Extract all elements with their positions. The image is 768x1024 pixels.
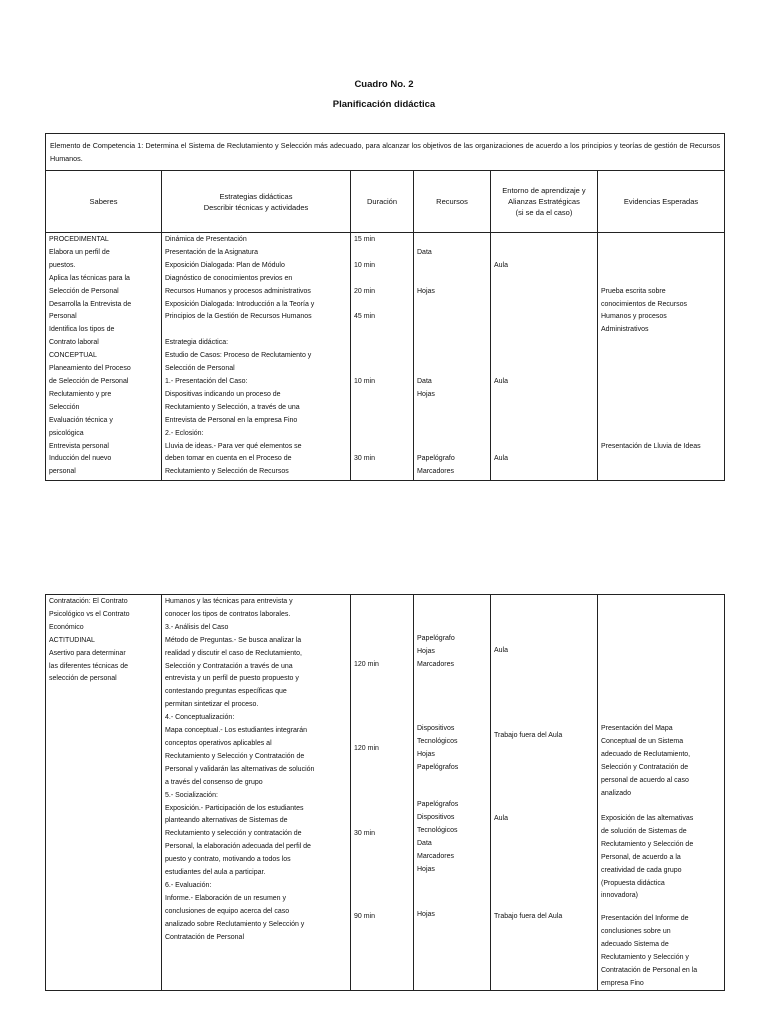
saberes-line: personal (49, 468, 76, 476)
duracion-line: 45 min (354, 313, 376, 321)
header-duracion: Duración (351, 171, 414, 233)
page-title: Cuadro No. 2 (354, 79, 414, 90)
duracion-line: 90 min (354, 913, 376, 920)
estrategia-line: Selección de Personal (165, 365, 235, 373)
estrategia-line: Reclutamiento y Selección y Contratación de (165, 752, 305, 760)
recurso-line: Papelógrafos (417, 801, 459, 808)
saberes-line: de Selección de Personal (49, 377, 129, 385)
estrategia-line: analizado sobre Reclutamiento y Selección y (165, 920, 305, 928)
estrategias-cell (162, 595, 351, 991)
entorno-line (494, 363, 594, 376)
saberes-line: Reclutamiento y pre (49, 390, 112, 398)
estrategia-line: conocer los tipos de contratos laborales. (165, 610, 291, 618)
evidencia-line: Reclutamiento y Selección de (601, 840, 694, 848)
estrategia-line: Reclutamiento y Selección de Recursos (165, 468, 289, 476)
recurso-line: Dispositivos (417, 725, 455, 732)
estrategia-line: realidad y discutir el caso de Reclutamiento, (165, 649, 302, 657)
entorno-line: Aula (494, 261, 509, 269)
evidencia-line (601, 415, 721, 428)
duracion-line (354, 363, 410, 376)
evidencias-cell (598, 595, 725, 991)
estrategia-line: planteando alternativas de Sistemas de (165, 817, 288, 825)
competencia-cell: Elemento de Competencia 1: Determina el Sistema de Reclutamiento y Selección más adecuado, para alcanzar los objetivos de las organizaciones de acuerdo a los principios y teorías de gestión de Recursos Humanos. (46, 134, 725, 171)
evidencia-line (601, 376, 721, 389)
evidencia-line: creatividad de cada grupo (601, 866, 682, 874)
saberes-line: Identifica los tipos de (49, 326, 115, 334)
planning-table-2 (45, 594, 725, 991)
estrategia-line: 5.- Socialización: (165, 791, 218, 799)
entorno-line (494, 428, 594, 441)
duracion-line: 10 min (354, 261, 376, 269)
recurso-line (417, 402, 487, 415)
evidencia-line: personal de acuerdo al caso (601, 776, 689, 784)
evidencia-line (601, 363, 721, 376)
recurso-line: Hojas (417, 390, 435, 398)
estrategia-line: Exposición Dialogada: Plan de Módulo (165, 261, 285, 269)
recurso-line: Data (417, 248, 432, 256)
duracion-line (354, 324, 410, 337)
duracion-line: 30 min (354, 455, 376, 463)
recurso-line: Hojas (417, 911, 435, 918)
estrategia-line: a través del consenso de grupo (165, 778, 263, 786)
evidencia-line (601, 428, 721, 441)
entorno-line (494, 234, 594, 247)
estrategia-line: contestando preguntas específicas que (165, 688, 287, 696)
evidencia-line: empresa Fino (601, 979, 644, 987)
evidencia-line: de solución de Sistemas de (601, 827, 687, 835)
estrategia-line: Informe.- Elaboración de un resumen y (165, 894, 287, 902)
estrategia-line: conclusiones de equipo acerca del caso (165, 907, 290, 915)
estrategia-line: 4.- Conceptualización: (165, 714, 235, 722)
saberes-line: Inducción del nuevo (49, 455, 112, 463)
saberes-line: psicológica (49, 429, 84, 437)
header-recursos: Recursos (414, 171, 491, 233)
recurso-line: Marcadores (417, 852, 454, 860)
estrategia-line: Principios de la Gestión de Recursos Humanos (165, 313, 312, 321)
recurso-line: Hojas (417, 865, 435, 873)
saberes-line: Elabora un perfil de (49, 248, 110, 256)
duracion-line (354, 299, 410, 312)
recurso-line (417, 260, 487, 273)
evidencia-line (601, 402, 721, 415)
duracion-line: 20 min (354, 287, 376, 295)
recurso-line (417, 299, 487, 312)
evidencia-line: Personal, de acuerdo a la (601, 853, 681, 861)
entorno-line: Trabajo fuera del Aula (494, 913, 563, 920)
evidencia-line: conocimientos de Recursos (601, 300, 687, 308)
evidencia-line (601, 273, 721, 286)
evidencia-line: Conceptual de un Sistema (601, 737, 684, 745)
estrategia-line: 6.- Evaluación: (165, 881, 212, 889)
saberes-line: selección de personal (49, 675, 117, 683)
duracion-line (354, 415, 410, 428)
saberes-line: Evaluación técnica y (49, 416, 113, 424)
estrategia-line: Dispositivas indicando un proceso de (165, 390, 281, 398)
estrategia-line: Diagnóstico de conocimientos previos en (165, 274, 293, 282)
duracion-line (354, 273, 410, 286)
entorno-cell (491, 595, 598, 991)
entorno-line: Aula (494, 455, 509, 463)
entorno-line: Trabajo fuera del Aula (494, 732, 563, 739)
estrategia-line: permitan sintetizar el proceso. (165, 701, 259, 709)
entorno-line (494, 415, 594, 428)
entorno-line: Aula (494, 377, 509, 385)
recurso-line (417, 324, 487, 337)
duracion-line (354, 428, 410, 441)
duracion-cell (351, 233, 414, 481)
duracion-line: 120 min (354, 745, 379, 752)
estrategia-line: 3.- Análisis del Caso (165, 623, 229, 631)
page-subtitle: Planificación didáctica (332, 99, 436, 110)
saberes-line: ACTITUDINAL (49, 636, 95, 644)
recurso-line: Marcadores (417, 468, 454, 476)
evidencia-line (601, 337, 721, 350)
evidencia-line: Contratación de Personal en la (601, 966, 698, 974)
recursos-cell (414, 595, 491, 991)
header-estrategias: Estrategias didácticas Describir técnicas y actividades (162, 171, 351, 233)
duracion-line (354, 350, 410, 363)
recurso-line: Data (417, 839, 432, 847)
saberes-line: Asertivo para determinar (49, 649, 126, 657)
saberes-line: Aplica las técnicas para la (49, 274, 130, 282)
estrategia-line: Dinámica de Presentación (165, 236, 247, 243)
evidencia-line: Exposición de las alternativas (601, 815, 694, 822)
evidencia-line: Presentación del Informe de (601, 915, 689, 922)
entorno-line (494, 324, 594, 337)
estrategia-line: Mapa conceptual.- Los estudiantes integrarán (165, 727, 308, 735)
recurso-line (417, 428, 487, 441)
duracion-line (354, 441, 410, 454)
estrategia-line: Selección y Contratación a través de una (165, 662, 293, 670)
evidencia-line (601, 389, 721, 402)
recurso-line: Hojas (417, 750, 435, 758)
recurso-line: Dispositivos (417, 813, 455, 821)
recurso-line (417, 363, 487, 376)
evidencia-line: Presentación del Mapa (601, 725, 673, 732)
recurso-line (417, 415, 487, 428)
estrategia-line: estudiantes del aula a participar. (165, 869, 266, 877)
estrategia-line: Entrevista de Personal en la empresa Fino (165, 416, 298, 424)
evidencias-cell (598, 233, 725, 481)
estrategia-line: Reclutamiento y selección y contratación de (165, 830, 302, 838)
evidencia-line: (Propuesta didáctica (601, 879, 665, 887)
recurso-line (417, 337, 487, 350)
recurso-line: Papelógrafos (417, 763, 459, 771)
header-evidencias: Evidencias Esperadas (598, 171, 725, 233)
estrategia-line: Lluvia de ideas.- Para ver qué elementos se (165, 442, 302, 450)
evidencia-line: Prueba escrita sobre (601, 287, 666, 295)
recurso-line: Papelógrafo (417, 455, 455, 463)
duracion-line: 120 min (354, 661, 379, 668)
duracion-line (354, 337, 410, 350)
recurso-line: Hojas (417, 647, 435, 655)
duracion-line (354, 389, 410, 402)
duracion-line: 10 min (354, 377, 376, 385)
estrategias-cell (162, 233, 351, 481)
estrategia-line: Estudio de Casos: Proceso de Reclutamiento y (165, 352, 312, 360)
estrategia-line: Método de Preguntas.- Se busca analizar la (165, 636, 302, 644)
recurso-line (417, 350, 487, 363)
duracion-line (354, 402, 410, 415)
evidencia-line (601, 234, 721, 247)
duracion-line: 15 min (354, 236, 376, 243)
entorno-line: Aula (494, 647, 509, 654)
recurso-line: Tecnológicos (417, 737, 458, 745)
saberes-line: PROCEDIMENTAL (49, 236, 109, 243)
entorno-line (494, 311, 594, 324)
estrategia-line: deben tomar en cuenta en el Proceso de (165, 455, 292, 463)
saberes-cell (46, 233, 162, 481)
estrategia-line: Contratación de Personal (165, 933, 244, 941)
evidencia-line: adecuado de Reclutamiento, (601, 750, 691, 758)
duracion-line (354, 247, 410, 260)
estrategia-line: 1.- Presentación del Caso: (165, 377, 248, 385)
evidencia-line: Reclutamiento y Selección y (601, 953, 689, 961)
recurso-line: Tecnológicos (417, 826, 458, 834)
recurso-line (417, 234, 487, 247)
estrategia-line: Personal y validarán las alternativas de solución (165, 765, 315, 773)
evidencia-line: Humanos y procesos (601, 313, 667, 321)
saberes-line: Económico (49, 623, 84, 631)
entorno-line (494, 286, 594, 299)
recursos-cell (414, 233, 491, 481)
estrategia-line: puesto y contrato, motivando a todos los (165, 856, 291, 864)
evidencia-line: adecuado Sistema de (601, 940, 669, 948)
entorno-line (494, 441, 594, 454)
estrategia-line: Exposición Dialogada: Introducción a la Teoría y (165, 300, 315, 308)
recurso-line: Hojas (417, 287, 435, 295)
saberes-line: Contratación: El Contrato (49, 598, 128, 605)
estrategia-line: 2.- Eclosión: (165, 429, 204, 437)
evidencia-line: conclusiones sobre un (601, 927, 671, 935)
recurso-line (417, 441, 487, 454)
estrategia-line: Estrategia didáctica: (165, 339, 229, 347)
entorno-cell (491, 233, 598, 481)
entorno-line: Aula (494, 815, 509, 822)
duracion-cell (351, 595, 414, 991)
saberes-line: CONCEPTUAL (49, 352, 97, 360)
entorno-line (494, 389, 594, 402)
estrategia-line: Presentación de la Asignatura (165, 248, 259, 256)
recurso-line: Data (417, 377, 432, 385)
saberes-line: Desarrolla la Entrevista de (49, 300, 132, 308)
recurso-line (417, 273, 487, 286)
evidencia-line (601, 350, 721, 363)
estrategia-line: Humanos y las técnicas para entrevista y (165, 598, 293, 605)
evidencia-line: Selección y Contratación de (601, 763, 689, 771)
estrategia-line: Recursos Humanos y procesos administrativos (165, 287, 311, 295)
evidencia-line: Presentación de Lluvia de Ideas (601, 442, 701, 450)
evidencia-line: innovadora) (601, 892, 638, 900)
estrategia-line: Reclutamiento y Selección, a través de una (165, 403, 300, 411)
entorno-line (494, 299, 594, 312)
entorno-line (494, 273, 594, 286)
estrategia-line: Exposición.- Participación de los estudiantes (165, 804, 304, 812)
saberes-line: Personal (49, 313, 77, 321)
saberes-line: Planeamiento del Proceso (49, 365, 131, 373)
evidencia-line: analizado (601, 789, 631, 797)
saberes-line: las diferentes técnicas de (49, 662, 128, 670)
duracion-line: 30 min (354, 830, 376, 837)
estrategia-line: conceptos operativos aplicables al (165, 739, 272, 747)
recurso-line: Papelógrafo (417, 635, 455, 642)
entorno-line (494, 350, 594, 363)
saberes-line: Psicológico vs el Contrato (49, 610, 130, 618)
entorno-line (494, 337, 594, 350)
saberes-line: Selección (49, 403, 80, 411)
planning-table-1 (45, 133, 725, 481)
evidencia-line (601, 260, 721, 273)
saberes-cell (46, 595, 162, 991)
entorno-line (494, 247, 594, 260)
estrategia-line (165, 324, 347, 337)
header-saberes: Saberes (46, 171, 162, 233)
evidencia-line: Administrativos (601, 326, 649, 334)
saberes-line: puestos. (49, 261, 76, 269)
evidencia-line (601, 247, 721, 260)
entorno-line (494, 402, 594, 415)
recurso-line: Marcadores (417, 660, 454, 668)
saberes-line: Entrevista personal (49, 442, 109, 450)
estrategia-line: Personal, la elaboración adecuada del perfil de (165, 843, 311, 851)
estrategia-line: entrevista y un perfil de puesto propuesto y (165, 675, 299, 683)
saberes-line: Selección de Personal (49, 287, 119, 295)
header-entorno: Entorno de aprendizaje y Alianzas Estratégicas (si se da el caso) (491, 171, 598, 233)
saberes-line: Contrato laboral (49, 339, 99, 347)
recurso-line (417, 311, 487, 324)
